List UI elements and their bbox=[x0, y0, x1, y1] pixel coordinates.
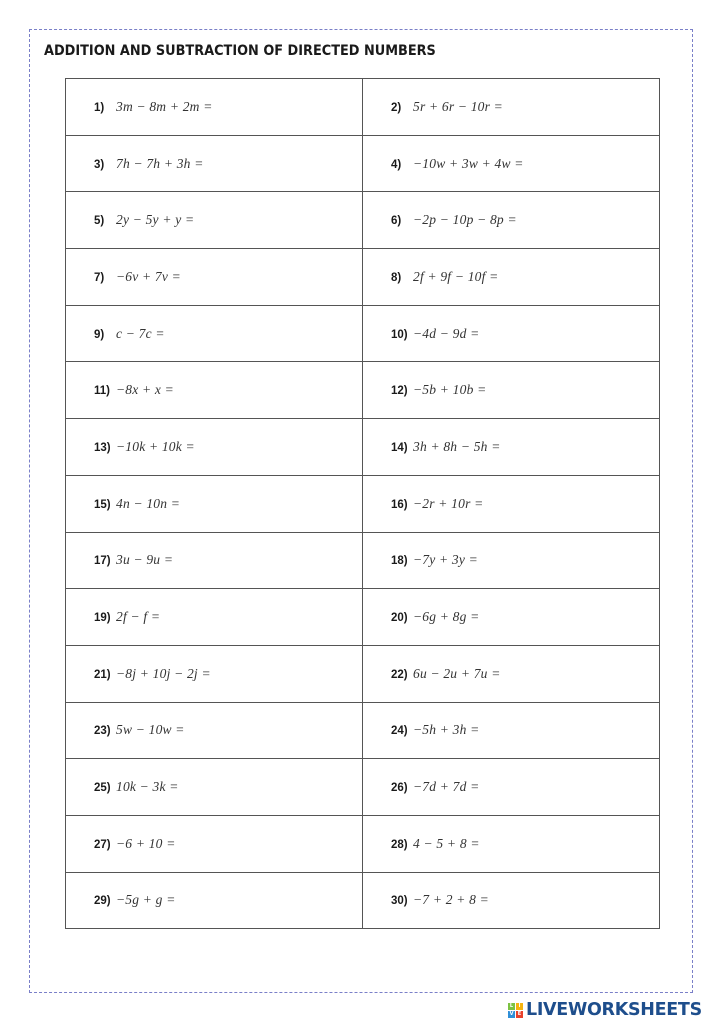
problem-expression: −2r + 10r = bbox=[413, 495, 484, 511]
problem-number: 12) bbox=[391, 385, 408, 398]
problem-number: 15) bbox=[94, 498, 111, 511]
problem-cell bbox=[363, 305, 660, 362]
problem-cell bbox=[66, 135, 363, 192]
problem-expression: −5b + 10b = bbox=[413, 382, 487, 398]
problem-expression: 2f + 9f − 10f = bbox=[413, 268, 499, 284]
problem-number: 3) bbox=[94, 158, 105, 171]
problem-number: 23) bbox=[94, 725, 111, 738]
problem-expression: −4d − 9d = bbox=[413, 325, 480, 341]
problem-cell bbox=[66, 79, 363, 136]
problem-number: 19) bbox=[94, 612, 111, 625]
problem-expression: 3m − 8m + 2m = bbox=[116, 98, 213, 114]
problem-number: 27) bbox=[94, 838, 111, 851]
problem-expression: −8x + x = bbox=[116, 382, 174, 398]
problem-number: 7) bbox=[94, 271, 105, 284]
logo-tile-v: V bbox=[509, 1010, 514, 1017]
problem-cell bbox=[363, 419, 660, 476]
problem-expression: −7 + 2 + 8 = bbox=[413, 892, 489, 908]
problem-expression: 4n − 10n = bbox=[116, 495, 181, 511]
problem-number: 25) bbox=[94, 782, 111, 795]
table-row bbox=[66, 79, 660, 136]
problem-number: 28) bbox=[391, 838, 408, 851]
problem-expression: −10k + 10k = bbox=[116, 438, 195, 454]
problem-number: 21) bbox=[94, 668, 111, 681]
problem-expression: 5r + 6r − 10r = bbox=[413, 98, 503, 114]
problem-number: 30) bbox=[391, 895, 408, 908]
problem-number: 14) bbox=[391, 441, 408, 454]
problem-expression: 7h − 7h + 3h = bbox=[116, 155, 204, 171]
problem-number: 2) bbox=[391, 101, 402, 114]
problem-number: 13) bbox=[94, 441, 111, 454]
problem-cell bbox=[363, 135, 660, 192]
problem-cell bbox=[66, 815, 363, 872]
logo-tile-l: L bbox=[509, 1002, 514, 1009]
table-row bbox=[66, 135, 660, 192]
problems-table bbox=[65, 78, 660, 929]
brand-text: LIVEWORKSHEETS bbox=[526, 1000, 702, 1020]
problem-cell bbox=[66, 759, 363, 816]
problem-expression: 10k − 3k = bbox=[116, 779, 179, 795]
problem-cell bbox=[66, 702, 363, 759]
problem-expression: −7d + 7d = bbox=[413, 779, 480, 795]
problem-cell bbox=[66, 532, 363, 589]
problem-number: 20) bbox=[391, 612, 408, 625]
problem-cell bbox=[363, 192, 660, 249]
liveworksheets-brand[interactable] bbox=[508, 999, 702, 1021]
problem-cell bbox=[363, 475, 660, 532]
problem-expression: −6 + 10 = bbox=[116, 835, 176, 851]
problem-number: 5) bbox=[94, 215, 105, 228]
problem-expression: 2y − 5y + y = bbox=[116, 212, 195, 228]
problem-expression: −2p − 10p − 8p = bbox=[413, 212, 517, 228]
problem-number: 6) bbox=[391, 215, 402, 228]
problem-number: 16) bbox=[391, 498, 408, 511]
table-row bbox=[66, 532, 660, 589]
problem-cell bbox=[363, 645, 660, 702]
problem-cell bbox=[66, 249, 363, 306]
table-row bbox=[66, 249, 660, 306]
problem-cell bbox=[66, 362, 363, 419]
liveworksheets-logo-icon bbox=[508, 1003, 523, 1018]
problem-cell bbox=[66, 872, 363, 929]
problem-cell bbox=[363, 589, 660, 646]
problem-expression: 2f − f = bbox=[116, 609, 161, 625]
problem-expression: −5h + 3h = bbox=[413, 722, 480, 738]
problem-expression: −5g + g = bbox=[116, 892, 176, 908]
problem-expression: c − 7c = bbox=[116, 325, 165, 341]
problem-number: 4) bbox=[391, 158, 402, 171]
problem-number: 24) bbox=[391, 725, 408, 738]
problem-number: 26) bbox=[391, 782, 408, 795]
problem-expression: 3u − 9u = bbox=[116, 552, 174, 568]
problem-cell bbox=[66, 645, 363, 702]
problem-cell bbox=[363, 249, 660, 306]
problem-expression: 6u − 2u + 7u = bbox=[413, 665, 501, 681]
problem-number: 18) bbox=[391, 555, 408, 568]
problem-cell bbox=[363, 872, 660, 929]
problem-expression: −6g + 8g = bbox=[413, 609, 480, 625]
problem-number: 29) bbox=[94, 895, 111, 908]
problem-cell bbox=[66, 419, 363, 476]
problem-cell bbox=[363, 815, 660, 872]
logo-tile-e: E bbox=[517, 1010, 522, 1017]
table-row bbox=[66, 645, 660, 702]
logo-tile-i: I bbox=[516, 1003, 523, 1010]
table-row bbox=[66, 192, 660, 249]
problem-expression: −6v + 7v = bbox=[116, 268, 181, 284]
table-row bbox=[66, 872, 660, 929]
table-row bbox=[66, 702, 660, 759]
problem-expression: −10w + 3w + 4w = bbox=[413, 155, 524, 171]
problem-number: 8) bbox=[391, 271, 402, 284]
problem-cell bbox=[363, 362, 660, 419]
problem-expression: −7y + 3y = bbox=[413, 552, 478, 568]
table-row bbox=[66, 362, 660, 419]
problem-number: 1) bbox=[94, 101, 105, 114]
problem-cell bbox=[66, 192, 363, 249]
table-row bbox=[66, 419, 660, 476]
problem-number: 9) bbox=[94, 328, 105, 341]
table-row bbox=[66, 759, 660, 816]
table-row bbox=[66, 815, 660, 872]
problem-cell bbox=[66, 589, 363, 646]
problem-expression: 3h + 8h − 5h = bbox=[413, 438, 501, 454]
problem-cell bbox=[363, 532, 660, 589]
problem-number: 22) bbox=[391, 668, 408, 681]
problem-expression: 4 − 5 + 8 = bbox=[413, 835, 480, 851]
problem-number: 17) bbox=[94, 555, 111, 568]
problem-cell bbox=[363, 759, 660, 816]
problem-expression: −8j + 10j − 2j = bbox=[116, 665, 211, 681]
table-row bbox=[66, 475, 660, 532]
problem-cell bbox=[363, 702, 660, 759]
problem-cell bbox=[66, 475, 363, 532]
problem-number: 10) bbox=[391, 328, 408, 341]
problem-cell bbox=[66, 305, 363, 362]
table-row bbox=[66, 305, 660, 362]
table-row bbox=[66, 589, 660, 646]
worksheet-title: ADDITION AND SUBTRACTION OF DIRECTED NUMBERS bbox=[44, 43, 436, 59]
problem-cell bbox=[363, 79, 660, 136]
problem-expression: 5w − 10w = bbox=[116, 722, 185, 738]
problem-number: 11) bbox=[94, 385, 110, 398]
